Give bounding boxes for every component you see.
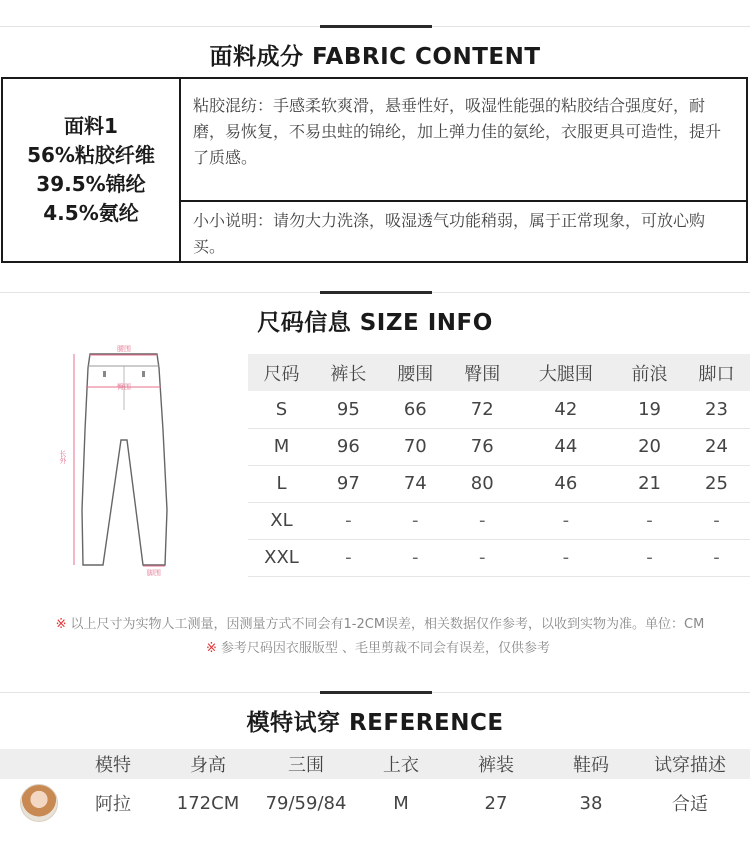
pants-measurement-diagram <box>55 340 180 580</box>
table-cell: - <box>382 539 449 576</box>
table-cell: 96 <box>315 428 382 465</box>
table-cell: 42 <box>516 391 616 428</box>
table-row <box>248 465 750 502</box>
model-top-size: M <box>393 792 409 814</box>
col-shoe: 鞋码 <box>573 755 609 776</box>
col-top: 上衣 <box>383 755 419 776</box>
reference-table-header <box>0 749 750 779</box>
size-table-header <box>248 354 750 391</box>
table-cell: L <box>248 465 315 502</box>
title-accent-bar <box>320 691 432 694</box>
table-cell: - <box>315 502 382 539</box>
fabric-line: 4.5%氨纶 <box>43 201 139 225</box>
table-cell: - <box>449 539 516 576</box>
size-title: 尺码信息 SIZE INFO <box>257 310 493 336</box>
title-accent-bar <box>320 25 432 28</box>
table-cell: 44 <box>516 428 616 465</box>
table-cell: - <box>683 502 750 539</box>
hip-label: 臀围 <box>117 383 131 391</box>
table-row <box>248 428 750 465</box>
note-mark-icon: ※ <box>205 641 217 656</box>
col-pants: 裤装 <box>478 755 514 776</box>
col-model: 模特 <box>95 755 131 776</box>
table-row <box>248 539 750 576</box>
table-cell: - <box>683 539 750 576</box>
note-text: 以上尺寸为实物人工测量，因测量方式不同会有1-2CM误差，相关数据仅作参考，以收到实物为准。单位：CM <box>70 617 705 632</box>
fabric-title: 面料成分 FABRIC CONTENT <box>209 44 541 70</box>
table-cell: 46 <box>516 465 616 502</box>
model-fit: 合适 <box>672 794 708 815</box>
fabric-divider <box>181 200 746 202</box>
table-cell: 95 <box>315 391 382 428</box>
col-rise: 前浪 <box>631 363 668 385</box>
table-cell: 25 <box>683 465 750 502</box>
col-hem: 脚口 <box>698 363 735 385</box>
table-cell: - <box>315 539 382 576</box>
col-hip: 臀围 <box>464 363 501 385</box>
table-cell: 70 <box>382 428 449 465</box>
table-cell: 24 <box>683 428 750 465</box>
table-cell: 66 <box>382 391 449 428</box>
table-cell: 21 <box>616 465 683 502</box>
col-length: 裤长 <box>330 363 367 385</box>
table-cell: 19 <box>616 391 683 428</box>
table-cell: - <box>382 502 449 539</box>
table-cell: XXL <box>248 539 315 576</box>
pocket-mark <box>103 371 106 377</box>
hem-label: 脚围 <box>147 569 161 577</box>
fabric-description <box>181 79 746 261</box>
table-row <box>248 391 750 428</box>
waist-label: 腰围 <box>117 345 131 353</box>
col-waist: 腰围 <box>397 363 434 385</box>
model-pants-size: 27 <box>484 792 508 814</box>
table-cell: M <box>248 428 315 465</box>
table-cell: - <box>449 502 516 539</box>
col-thigh: 大腿围 <box>538 363 593 385</box>
size-note-2 <box>0 637 750 656</box>
title-accent-bar <box>320 291 432 294</box>
table-cell: 97 <box>315 465 382 502</box>
col-height: 身高 <box>190 755 226 776</box>
table-cell: 20 <box>616 428 683 465</box>
reference-title: 模特试穿 REFERENCE <box>246 710 504 736</box>
table-cell: XL <box>248 502 315 539</box>
fabric-composition <box>3 79 181 261</box>
table-cell: - <box>616 539 683 576</box>
model-height: 172CM <box>176 792 240 814</box>
fabric-line: 56%粘胶纤维 <box>27 143 155 167</box>
fabric-desc-material: 粘胶混纺：手感柔软爽滑，悬垂性好，吸湿性能强的粘胶结合强度好，耐磨，易恢复，不易虫蛀的锦纶，加上弹力佳的氨纶，衣服更具可造性，提升了质感。 <box>193 96 722 167</box>
col-measurements: 三围 <box>288 755 324 776</box>
note-mark-icon: ※ <box>55 617 67 632</box>
table-cell: - <box>516 539 616 576</box>
pocket-mark <box>142 371 145 377</box>
model-name: 阿拉 <box>95 794 131 815</box>
table-cell: - <box>516 502 616 539</box>
reference-row <box>0 781 750 825</box>
table-row <box>248 502 750 539</box>
fabric-desc-note: 小小说明：请勿大力洗涤，吸湿透气功能稍弱，属于正常现象，可放心购买。 <box>193 211 706 256</box>
table-cell: - <box>616 502 683 539</box>
fabric-line: 面料1 <box>64 114 118 138</box>
table-cell: 76 <box>449 428 516 465</box>
size-table <box>248 354 750 577</box>
fabric-content-box <box>1 77 748 263</box>
model-shoe-size: 38 <box>579 792 603 814</box>
col-size: 尺码 <box>263 363 300 385</box>
table-cell: 72 <box>449 391 516 428</box>
length-label: 长外 <box>59 450 67 464</box>
table-cell: S <box>248 391 315 428</box>
model-measurements: 79/59/84 <box>265 792 347 814</box>
table-cell: 74 <box>382 465 449 502</box>
avatar <box>20 784 58 822</box>
col-fit: 试穿描述 <box>654 755 726 776</box>
table-cell: 80 <box>449 465 516 502</box>
note-text: 参考尺码因衣服版型 、毛里剪裁不同会有误差，仅供参考 <box>220 641 551 656</box>
table-cell: 23 <box>683 391 750 428</box>
fabric-line: 39.5%锦纶 <box>36 172 146 196</box>
size-note-1 <box>0 613 750 632</box>
